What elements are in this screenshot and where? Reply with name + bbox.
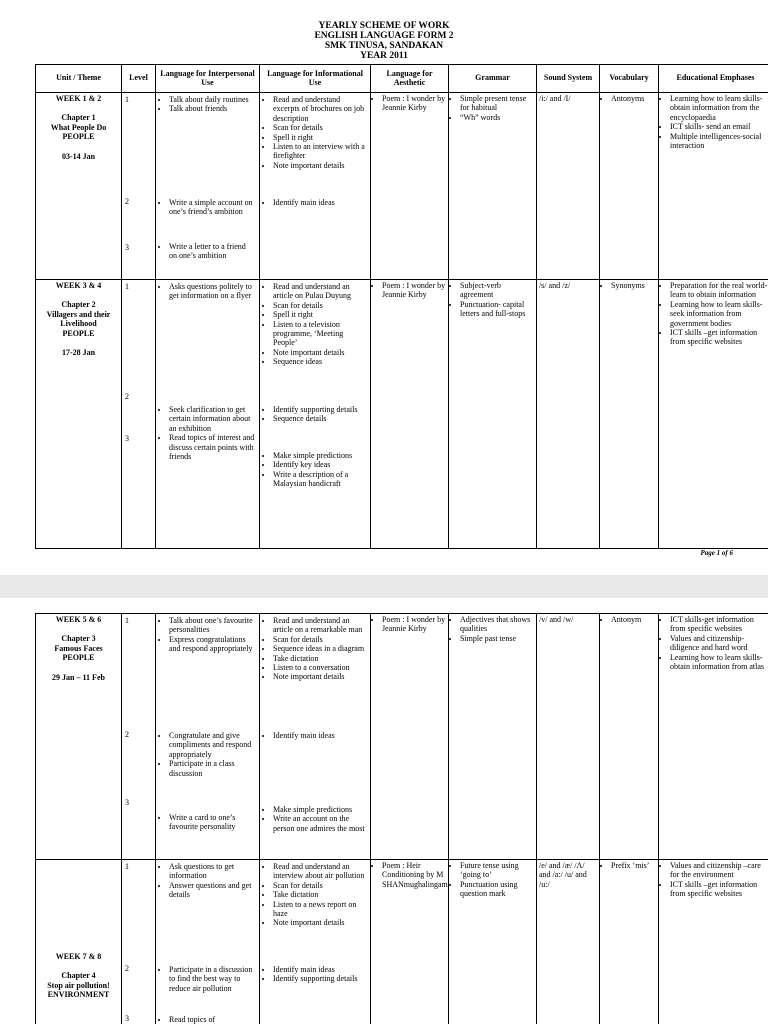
unit-week: WEEK 1 & 2 <box>55 94 102 103</box>
title-line: YEAR 2011 <box>360 51 408 61</box>
aesthetic-cell <box>371 860 449 1024</box>
list-item: • ICT skills-get information from specific websites <box>670 615 768 634</box>
list-item: • Ask questions to get information <box>169 862 255 881</box>
list-item: • Poem : I wonder by Jeannie Kirby <box>382 281 446 300</box>
unit-dates: 17-28 Jan <box>61 348 96 358</box>
list-item: • Future tense using ‘going to’ <box>460 861 534 880</box>
list-item: • Sequence ideas in a diagram <box>273 644 366 653</box>
list-item: • Talk about one’s favourite personalities <box>169 616 255 635</box>
list-item: • Answer questions and get details <box>169 881 255 900</box>
unit-theme: PEOPLE <box>62 132 95 142</box>
list-item: • Identify key ideas <box>273 460 366 469</box>
list-item: • Sequence ideas <box>273 357 366 366</box>
unit-cell <box>36 280 122 549</box>
list-item: • Make simple predictions <box>273 805 366 814</box>
level-number: 3 <box>125 434 129 443</box>
unit-cell <box>36 614 122 860</box>
table-row <box>36 280 768 549</box>
list-item: • Poem : I wonder by Jeannie Kirby <box>382 94 446 113</box>
unit-chapter: Chapter 2 <box>61 300 96 310</box>
unit-title: What People Do <box>50 122 107 132</box>
emphases-cell <box>659 93 768 280</box>
scheme-table-page-2 <box>35 613 768 1024</box>
informational-cell <box>260 614 371 860</box>
sound-cell: /s/ and /z/ <box>537 280 600 549</box>
level-number: 2 <box>125 392 129 401</box>
unit-chapter: Chapter 1 <box>61 113 96 123</box>
list-item: • Adjectives that shows qualities <box>460 615 534 634</box>
list-item: • Poem : I wonder by Jeannie Kirby <box>382 615 446 634</box>
unit-cell <box>36 860 122 1024</box>
list-item: • Write a letter to a friend on one’s ambition <box>169 242 255 261</box>
table-row <box>36 614 768 860</box>
vocabulary-cell <box>600 860 659 1024</box>
header-interpersonal: Language for Interpersonal Use <box>156 65 260 93</box>
list-item: • Talk about daily routines <box>169 95 255 104</box>
list-item: • Values and citizenship –care for the environment <box>670 861 768 880</box>
list-item: • Note important details <box>273 161 366 170</box>
list-item: • Identify supporting details <box>273 974 366 983</box>
list-item: • Read and understand an article on a remarkable man <box>273 616 366 635</box>
header-sound: Sound System <box>537 65 600 93</box>
header-informational: Language for Informational Use <box>260 65 371 93</box>
list-item: • Synonyms <box>611 281 656 290</box>
level-cell <box>122 860 156 1024</box>
list-item: • Values and citizenship- diligence and hard word <box>670 634 768 653</box>
list-item: • Listen to a news report on haze <box>273 900 366 919</box>
list-item: • Multiple intelligences-social interaction <box>670 132 768 151</box>
level-cell <box>122 280 156 549</box>
sound-cell: /i:/ and /I/ <box>537 93 600 280</box>
unit-title: Famous Faces <box>54 643 103 653</box>
grammar-cell <box>449 614 537 860</box>
unit-chapter: Chapter 4 <box>61 971 96 981</box>
unit-cell <box>36 93 122 280</box>
title-line: SMK TINUSA, SANDAKAN <box>324 41 444 51</box>
list-item: • Subject-verb agreement <box>460 281 534 300</box>
document-title <box>0 0 768 61</box>
list-item: • Note important details <box>273 348 366 357</box>
interpersonal-cell <box>156 93 260 280</box>
level-number: 1 <box>125 862 129 871</box>
list-item: • Write a description of a Malaysian handicraft <box>273 470 366 489</box>
level-number: 3 <box>125 243 129 252</box>
list-item: • Learning how to learn skills-seek information from government bodies <box>670 300 768 328</box>
header-vocabulary: Vocabulary <box>600 65 659 93</box>
list-item: • ICT skills- send an email <box>670 122 768 131</box>
list-item: • Listen to a television programme, ‘Meeting People’ <box>273 320 366 348</box>
level-number: 3 <box>125 798 129 807</box>
list-item: • Read topics of interest and discuss certain points with friends <box>169 433 255 461</box>
list-item: • Participate in a discussion to find the best way to reduce air pollution <box>169 965 255 993</box>
title-line: YEARLY SCHEME OF WORK <box>318 21 450 31</box>
list-item: • Identify main ideas <box>273 198 366 207</box>
list-item: • Identify main ideas <box>273 965 366 974</box>
level-cell <box>122 93 156 280</box>
header-row <box>36 65 768 93</box>
sound-cell: /e/ and /æ/ /Λ/ and /a:/ /u/ and /u:/ <box>537 860 600 1024</box>
list-item: • Simple present tense for habitual <box>460 94 534 113</box>
vocabulary-cell <box>600 614 659 860</box>
header-unit: Unit / Theme <box>36 65 122 93</box>
emphases-cell <box>659 860 768 1024</box>
vocabulary-cell <box>600 280 659 549</box>
document-page-2 <box>0 598 768 1024</box>
grammar-cell <box>449 280 537 549</box>
unit-week: WEEK 3 & 4 <box>55 281 102 290</box>
list-item: • Congratulate and give compliments and respond appropriately <box>169 731 255 759</box>
list-item: • Seek clarification to get certain information about an exhibition <box>169 405 255 433</box>
list-item: • Make simple predictions <box>273 451 366 460</box>
list-item: • Poem : Heir Conditioning by M SHANmughalingam <box>382 861 446 889</box>
list-item: • Identify supporting details <box>273 405 366 414</box>
list-item: • Asks questions politely to get information on a flyer <box>169 282 255 301</box>
page-gap <box>0 575 768 598</box>
unit-week: WEEK 5 & 6 <box>55 615 102 624</box>
informational-cell <box>260 93 371 280</box>
level-cell <box>122 614 156 860</box>
list-item: • Preparation for the real world-learn to obtain information <box>670 281 768 300</box>
level-number: 1 <box>125 282 129 291</box>
list-item: • Write a simple account on one’s friend’s ambition <box>169 198 255 217</box>
list-item: • Scan for details <box>273 881 366 890</box>
list-item: • ICT skills –get information from specific websites <box>670 328 768 347</box>
list-item: • Prefix ‘mis’ <box>611 861 656 870</box>
level-number: 1 <box>125 95 129 104</box>
list-item: • Spell it right <box>273 133 366 142</box>
level-number: 2 <box>125 197 129 206</box>
page-number: Page 1 of 6 <box>700 549 733 557</box>
list-item: • ICT skills –get information from specific websites <box>670 880 768 899</box>
list-item: • Talk about friends <box>169 104 255 113</box>
table-row <box>36 93 768 280</box>
list-item: • Read and understand excerpts of brochures on job description <box>273 95 366 123</box>
list-item: • Simple past tense <box>460 634 534 643</box>
list-item: • Scan for details <box>273 301 366 310</box>
unit-chapter: Chapter 3 <box>61 634 96 644</box>
header-aesthetic: Language for Aesthetic <box>371 65 449 93</box>
list-item: • Scan for details <box>273 123 366 132</box>
header-grammar: Grammar <box>449 65 537 93</box>
unit-week: WEEK 7 & 8 <box>55 952 102 961</box>
informational-cell <box>260 280 371 549</box>
list-item: • Learning how to learn skills-obtain information from atlas <box>670 653 768 672</box>
list-item: • Read and understand an article on Pulau Duyung <box>273 282 366 301</box>
list-item: • Note important details <box>273 672 366 681</box>
header-emphases: Educational Emphases <box>659 65 768 93</box>
list-item: • Antonym <box>611 615 656 624</box>
unit-theme: PEOPLE <box>62 328 95 338</box>
aesthetic-cell <box>371 93 449 280</box>
table-row <box>36 860 768 1024</box>
list-item: • Listen to an interview with a firefighter <box>273 142 366 161</box>
list-item: • Scan for details <box>273 635 366 644</box>
list-item: • Express congratulations and respond appropriately <box>169 635 255 654</box>
aesthetic-cell <box>371 280 449 549</box>
informational-cell <box>260 860 371 1024</box>
level-number: 3 <box>125 1014 129 1023</box>
list-item: • Write a card to one’s favourite personality <box>169 813 255 832</box>
list-item: • “Wh” words <box>460 113 534 122</box>
list-item: • Read and understand an interview about air pollution <box>273 862 366 881</box>
unit-theme: PEOPLE <box>62 653 95 663</box>
emphases-cell <box>659 280 768 549</box>
unit-title: Stop air pollution! <box>47 980 110 990</box>
vocabulary-cell <box>600 93 659 280</box>
list-item: • Identify main ideas <box>273 731 366 740</box>
unit-dates: 03-14 Jan <box>61 151 96 161</box>
list-item: • Note important details <box>273 918 366 927</box>
list-item: • Listen to a conversation <box>273 663 366 672</box>
unit-dates: 29 Jan – 11 Feb <box>52 672 105 682</box>
aesthetic-cell <box>371 614 449 860</box>
interpersonal-cell <box>156 860 260 1024</box>
list-item: • Sequence details <box>273 414 366 423</box>
scheme-table-page-1 <box>35 64 768 549</box>
list-item: • Read topics of <box>169 1015 255 1024</box>
title-line: ENGLISH LANGUAGE FORM 2 <box>314 31 454 41</box>
grammar-cell <box>449 860 537 1024</box>
list-item: • Punctuation using question mark <box>460 880 534 899</box>
list-item: • Punctuation- capital letters and full-stops <box>460 300 534 319</box>
sound-cell: /v/ and /w/ <box>537 614 600 860</box>
level-number: 2 <box>125 730 129 739</box>
header-level: Level <box>122 65 156 93</box>
grammar-cell <box>449 93 537 280</box>
list-item: • Participate in a class discussion <box>169 759 255 778</box>
interpersonal-cell <box>156 614 260 860</box>
list-item: • Learning how to learn skills- obtain information from the encyclopaedia <box>670 94 768 122</box>
level-number: 2 <box>125 964 129 973</box>
list-item: • Write an account on the person one admires the most <box>273 814 366 833</box>
interpersonal-cell <box>156 280 260 549</box>
unit-title: Villagers and their Livelihood <box>46 309 111 329</box>
unit-theme: ENVIRONMENT <box>47 990 110 1000</box>
list-item: • Take dictation <box>273 890 366 899</box>
emphases-cell <box>659 614 768 860</box>
list-item: • Spell it right <box>273 310 366 319</box>
list-item: • Take dictation <box>273 654 366 663</box>
level-number: 1 <box>125 616 129 625</box>
list-item: • Antonyms <box>611 94 656 103</box>
